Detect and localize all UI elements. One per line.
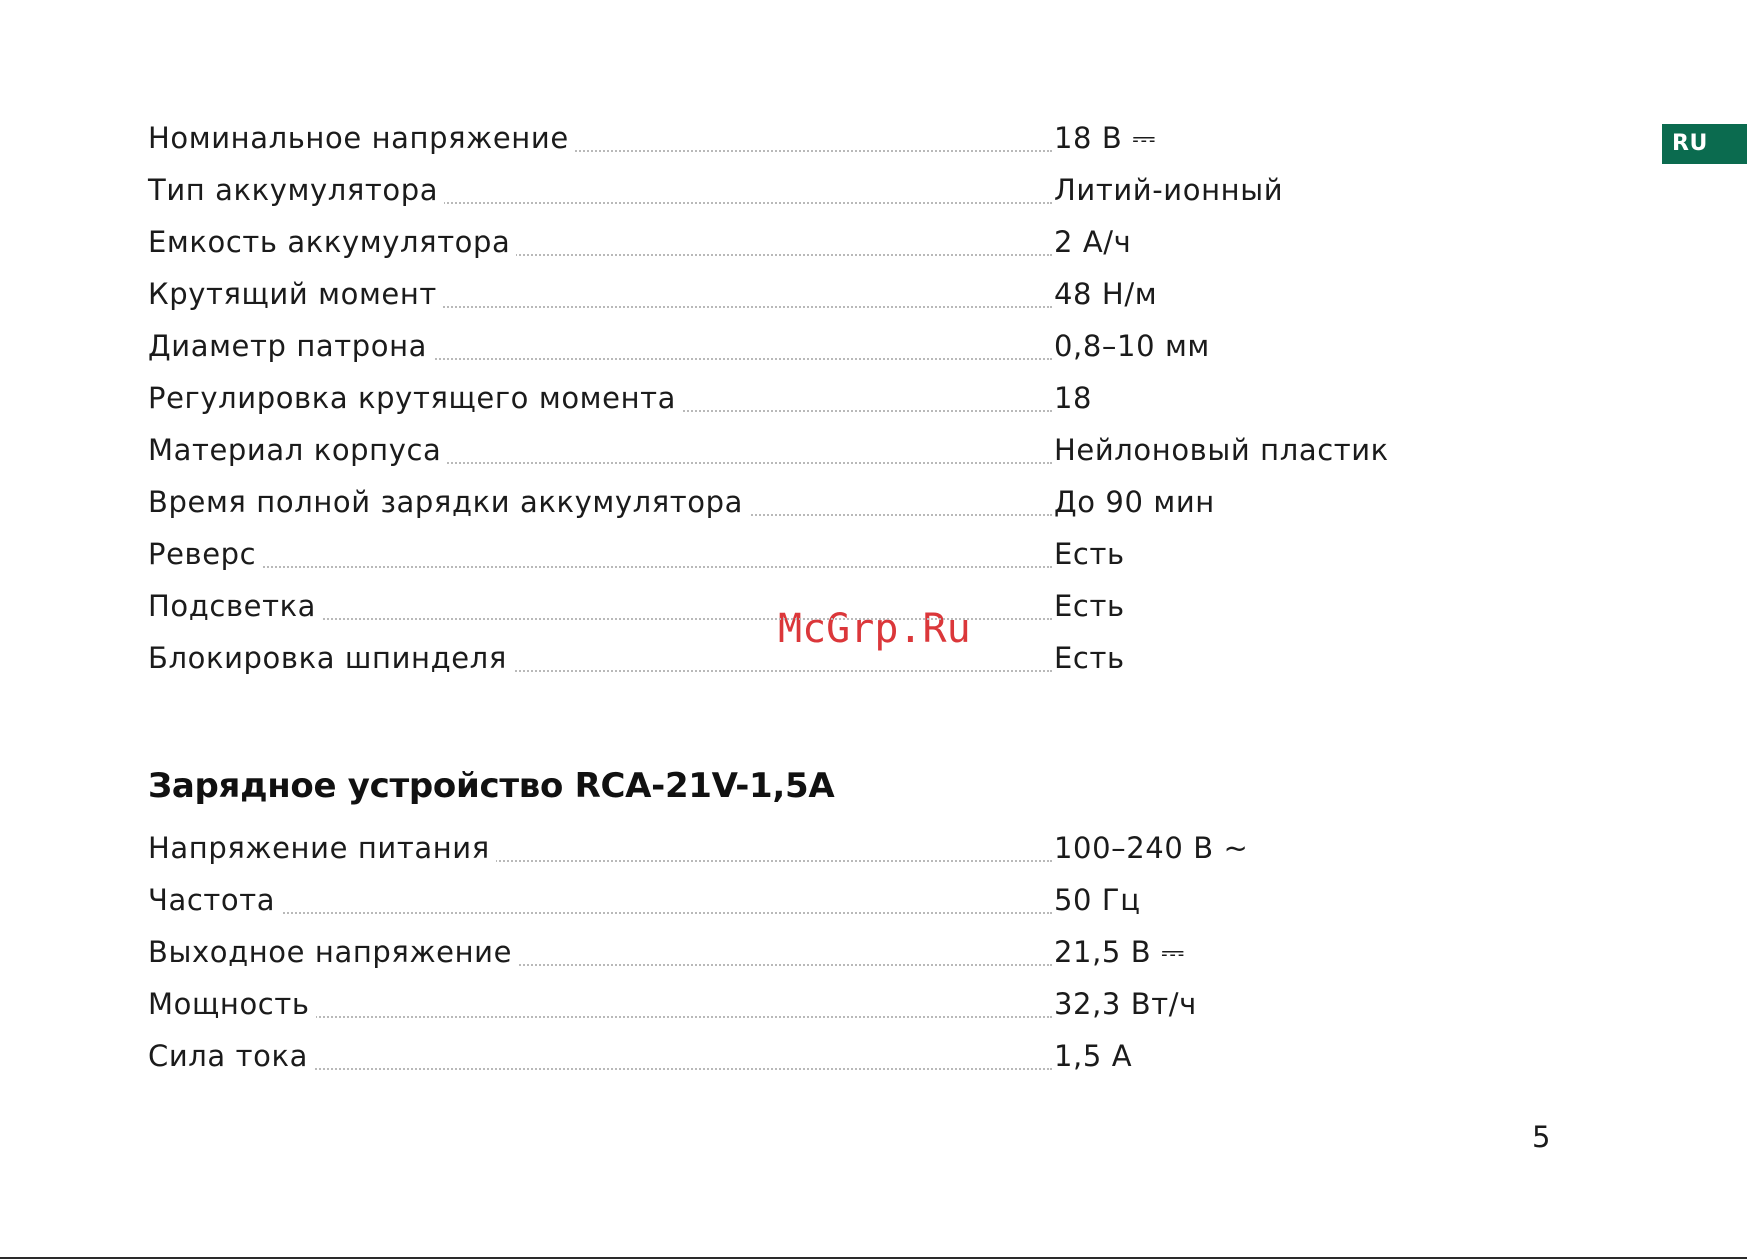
spec-label: Тип аккумулятора <box>148 164 444 216</box>
spec-label: Блокировка шпинделя <box>148 632 513 684</box>
spec-value: 48 Н/м <box>1054 277 1158 311</box>
spec-value: До 90 мин <box>1054 485 1215 519</box>
spec-value: 50 Гц <box>1054 883 1141 917</box>
spec-row <box>148 268 1428 320</box>
page-number: 5 <box>1532 1120 1551 1154</box>
spec-row <box>148 320 1428 372</box>
spec-label: Емкость аккумулятора <box>148 216 516 268</box>
dot-leader <box>148 566 1052 568</box>
spec-row <box>148 372 1428 424</box>
spec-row <box>148 424 1428 476</box>
spec-label: Крутящий момент <box>148 268 443 320</box>
spec-row <box>148 216 1428 268</box>
spec-row <box>148 978 1428 1030</box>
spec-value: 100–240 В ~ <box>1054 831 1249 865</box>
spec-label: Диаметр патрона <box>148 320 433 372</box>
spec-label: Напряжение питания <box>148 822 496 874</box>
charger-spec-list <box>148 822 1428 1082</box>
bottom-rule <box>0 1257 1747 1259</box>
spec-value: 18 <box>1054 381 1093 415</box>
spec-row <box>148 164 1428 216</box>
spec-row <box>148 528 1428 580</box>
spec-label: Частота <box>148 874 281 926</box>
spec-row <box>148 476 1428 528</box>
spec-value: Есть <box>1054 537 1125 571</box>
spec-label: Подсветка <box>148 580 322 632</box>
spec-value: Есть <box>1054 589 1125 623</box>
spec-row <box>148 1030 1428 1082</box>
main-spec-list <box>148 112 1428 684</box>
spec-label: Реверс <box>148 528 262 580</box>
spec-row <box>148 112 1428 164</box>
spec-label: Мощность <box>148 978 316 1030</box>
spec-value: 0,8–10 мм <box>1054 329 1210 363</box>
spec-value: Литий-ионный <box>1054 173 1284 207</box>
spec-value: 1,5 А <box>1054 1039 1133 1073</box>
dot-leader <box>148 912 1052 914</box>
spec-value: 32,3 Вт/ч <box>1054 987 1197 1021</box>
spec-label: Регулировка крутящего момента <box>148 372 682 424</box>
language-badge: RU <box>1662 124 1747 164</box>
spec-row <box>148 822 1428 874</box>
spec-row <box>148 926 1428 978</box>
watermark: McGrp.Ru <box>778 606 971 652</box>
spec-label: Материал корпуса <box>148 424 447 476</box>
spec-value: 21,5 В ⎓ <box>1054 935 1185 969</box>
spec-label: Сила тока <box>148 1030 314 1082</box>
spec-value: Нейлоновый пластик <box>1054 433 1389 467</box>
spec-value: 18 В ⎓ <box>1054 121 1156 155</box>
spec-row <box>148 874 1428 926</box>
spec-label: Время полной зарядки аккумулятора <box>148 476 749 528</box>
spec-label: Номинальное напряжение <box>148 112 575 164</box>
spec-value: 2 А/ч <box>1054 225 1132 259</box>
charger-section-title: Зарядное устройство RCA-21V-1,5A <box>148 766 835 806</box>
spec-label: Выходное напряжение <box>148 926 518 978</box>
spec-value: Есть <box>1054 641 1125 675</box>
